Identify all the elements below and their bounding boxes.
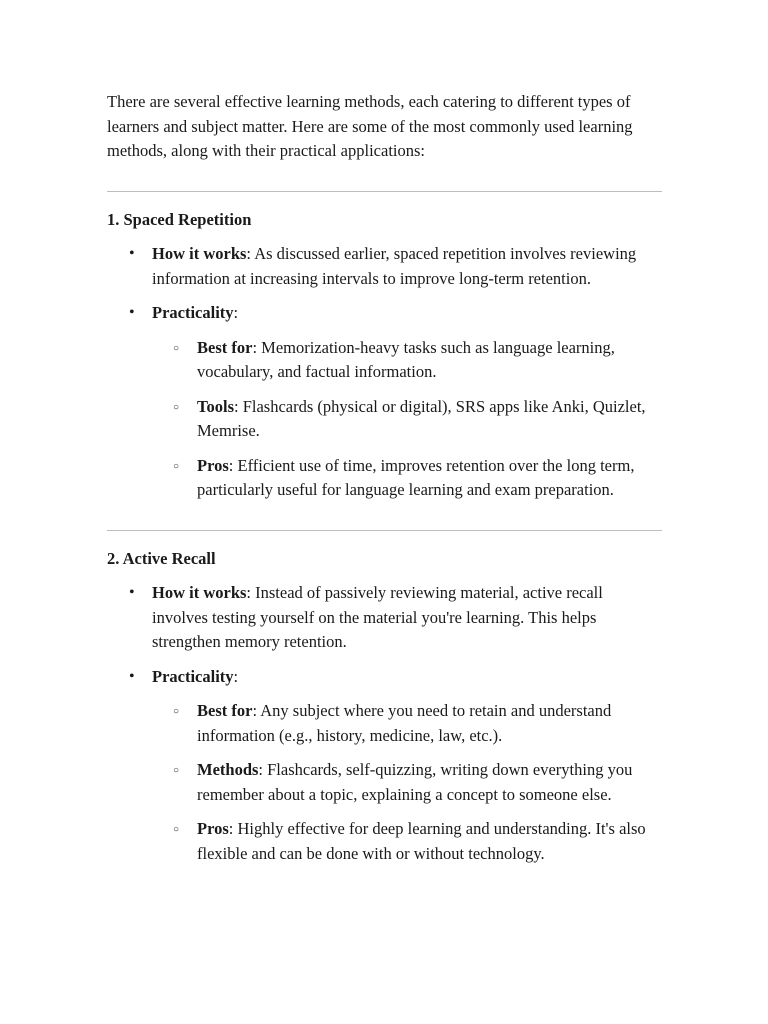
list-item-practicality [107,301,662,326]
item-text: : As discussed earlier, spaced repetition involves reviewing information at increasing intervals to improve long-term retention. [152,244,637,288]
document-page [107,90,662,866]
item-label: How it works [152,244,247,263]
section-active-recall [107,547,662,867]
item-label: Pros [197,455,229,475]
sub-list-item-best-for [152,336,662,385]
sub-list-item-tools [152,395,662,444]
circle-bullet-icon: ○ [173,824,180,835]
item-label: Practicality [152,303,234,322]
item-text: : Efficient use of time, improves retention over the long term, particularly useful for language learning and exam preparation. [197,455,635,499]
item-text: : Flashcards, self-quizzing, writing down everything you remember about a topic, explaining a concept to someone else. [197,760,633,804]
circle-bullet-icon: ○ [173,706,180,717]
item-label: How it works [152,583,247,602]
item-text: : Instead of passively reviewing material, active recall involves testing yourself on the material you're learning. This helps strengthen memory retention. [152,583,603,651]
item-text: : Memorization-heavy tasks such as language learning, vocabulary, and factual information. [197,337,615,381]
sub-bullet-list [152,336,662,503]
intro-paragraph: There are several effective learning methods, each catering to different types of learners and subject matter. Here are some of the most commonly used learning methods, along with their practical applications: [107,92,633,160]
section-divider [107,530,662,531]
item-label: Methods [197,760,259,779]
circle-bullet-icon: ○ [173,401,180,413]
section-title: 1. Spaced Repetition [107,209,252,229]
sub-list-item-pros [152,454,662,503]
bullet-icon: • [129,667,135,685]
sub-list-item-pros [152,817,662,866]
item-label: Best for [197,337,253,357]
bullet-icon: • [129,245,135,262]
item-label: Practicality [152,666,234,686]
sub-list-item-methods [152,758,662,807]
circle-bullet-icon: ○ [173,460,180,472]
bullet-icon: • [129,304,135,321]
section-title: 2. Active Recall [107,548,216,568]
section-bullet-list [107,581,662,689]
section-divider [107,191,662,192]
item-label: Best for [197,701,253,720]
list-item-practicality [107,665,662,690]
item-text: : Flashcards (physical or digital), SRS apps like Anki, Quizlet, Memrise. [197,396,646,440]
section-spaced-repetition [107,208,662,503]
item-text: : [233,303,239,322]
list-item-how-it-works [107,581,662,655]
item-label: Tools [197,396,234,416]
item-text: : Highly effective for deep learning and understanding. It's also flexible and can be done with or without technology. [197,819,646,863]
bullet-icon: • [129,584,135,601]
circle-bullet-icon: ○ [173,765,180,776]
item-text: : Any subject where you need to retain and understand information (e.g., history, medicine, law, etc.). [197,701,612,745]
item-label: Pros [197,819,229,838]
list-item-how-it-works [107,242,662,291]
sub-bullet-list [152,699,662,866]
circle-bullet-icon: ○ [173,342,180,354]
section-bullet-list [107,242,662,326]
sub-list-item-best-for [152,699,662,748]
item-text: : [233,666,239,686]
